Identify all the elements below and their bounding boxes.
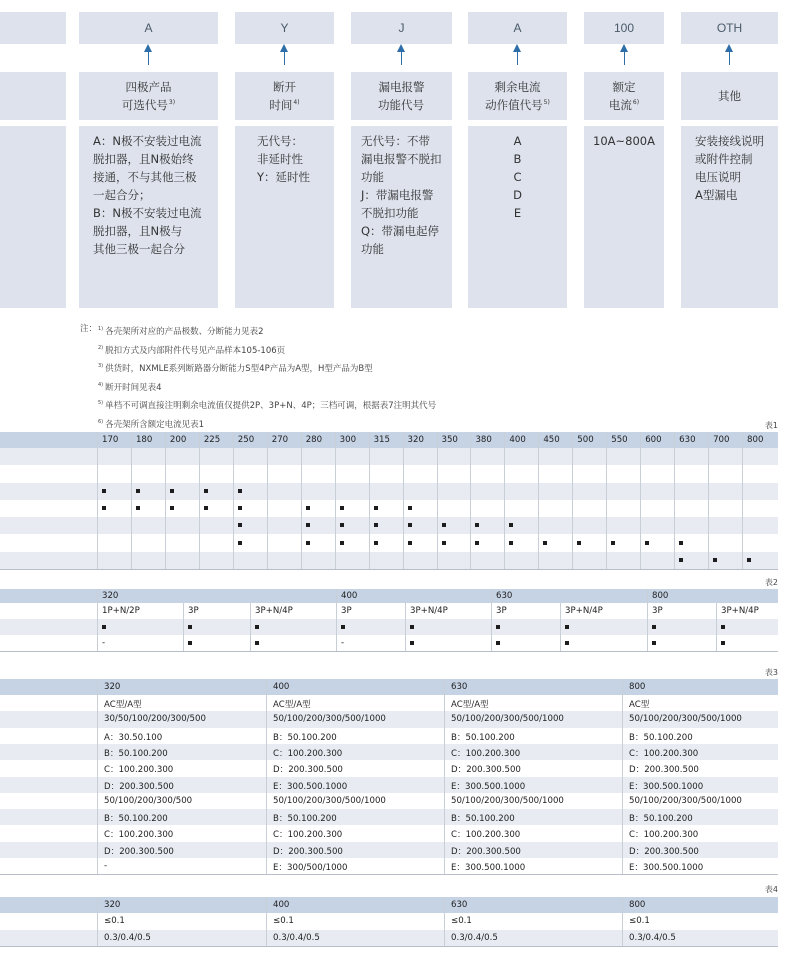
table4-cell: ≤0.1 xyxy=(629,916,650,926)
code-box-alarm xyxy=(351,12,452,44)
desc-line: Q：带漏电起停 xyxy=(361,224,440,238)
filled-square-mark xyxy=(543,541,547,545)
table2-band xyxy=(0,619,778,635)
table1-column-rule xyxy=(369,432,370,569)
name-line-1: 其他 xyxy=(718,89,741,103)
desc-line: 无代号： xyxy=(257,134,303,148)
filled-square-mark xyxy=(238,489,242,493)
name-box-break-time xyxy=(235,72,334,120)
name-line-2 xyxy=(485,95,550,113)
table2-subheader: 3P+N/4P xyxy=(721,606,759,616)
table3-cell: C：100.200.300 xyxy=(451,830,521,841)
table4-cell: 0.3/0.4/0.5 xyxy=(451,932,498,943)
table2-column-rule xyxy=(560,603,561,651)
table2-group-rule xyxy=(491,589,492,651)
table2-group-header: 800 xyxy=(652,591,669,601)
name-line-1: 断开 xyxy=(273,80,296,94)
filled-square-mark xyxy=(306,506,310,510)
table2-column-rule xyxy=(716,603,717,651)
note-text: 供货时，NXMLE系列断路器分断能力S型4P产品为A型，H型产品为B型 xyxy=(105,364,373,374)
table2-group-header: 630 xyxy=(496,591,513,601)
name-line-2-text: 动作值代号 xyxy=(485,98,543,112)
code-text: A xyxy=(144,21,153,35)
table3-cell: 50/100/200/300/500/1000 xyxy=(451,795,564,806)
table2-group-rule xyxy=(647,589,648,651)
note-line xyxy=(80,359,436,378)
table1-column-rule xyxy=(504,432,505,569)
table1-column-rule xyxy=(640,432,641,569)
note-lead: 注： xyxy=(80,324,98,334)
table4-header-cell: 630 xyxy=(451,900,468,910)
table3-header-cell: 800 xyxy=(629,682,646,692)
table2-bottom-rule xyxy=(0,651,778,652)
table2-subheader: 3P xyxy=(496,606,507,616)
table1-header-cell: 400 xyxy=(509,435,526,445)
table3-cell: D：200.300.500 xyxy=(629,846,699,857)
table1-column-rule xyxy=(742,432,743,569)
footnote-ref: 6) xyxy=(632,99,640,106)
desc-line: 脱扣器，且N极与 xyxy=(93,224,183,238)
note-number: 3) xyxy=(98,363,104,369)
desc-line: 安装接线说明 xyxy=(695,134,764,148)
footnote-ref: 4) xyxy=(293,99,300,106)
footnote-ref: 3) xyxy=(168,99,176,106)
table3-cell: E：300/500/1000 xyxy=(273,863,348,873)
table3-cell: 50/100/200/300/500 xyxy=(104,795,193,806)
filled-square-mark xyxy=(713,558,717,562)
table3-column-rule xyxy=(622,679,623,874)
table1-column-rule xyxy=(165,432,166,569)
table1-column-rule xyxy=(301,432,302,569)
table4-cell: ≤0.1 xyxy=(104,916,125,926)
desc-line: J：带漏电报警 xyxy=(361,188,434,202)
filled-square-mark xyxy=(679,558,683,562)
table3-cell: C：100.200.300 xyxy=(104,765,174,776)
table3-label: 表3 xyxy=(764,668,778,677)
filled-square-mark xyxy=(721,641,725,645)
note-text: 断开时间见表4 xyxy=(105,382,162,393)
filled-square-mark xyxy=(204,489,208,493)
table3-cell: E：300.500.1000 xyxy=(451,863,526,873)
table1-column-rule xyxy=(199,432,200,569)
name-line-1: 剩余电流 xyxy=(494,80,541,94)
filled-square-mark xyxy=(102,506,106,510)
filled-square-mark xyxy=(341,625,345,629)
table3-cell: C：100.200.300 xyxy=(451,748,521,759)
table3-cell: B：50.100.200 xyxy=(629,814,693,825)
table4-label: 表4 xyxy=(764,885,778,894)
code-text: 100 xyxy=(613,21,635,35)
filled-square-mark xyxy=(442,541,446,545)
filled-square-mark xyxy=(577,541,581,545)
desc-box-alarm xyxy=(351,126,452,308)
desc-line: E xyxy=(513,206,522,220)
table3-cell: B：50.100.200 xyxy=(273,814,337,825)
table1-header-cell: 225 xyxy=(203,435,221,445)
table3-cell: AC型/A型 xyxy=(273,700,311,710)
table3-cell: D：200.300.500 xyxy=(273,846,343,857)
desc-line: 脱扣器，且N极始终 xyxy=(93,152,194,166)
filled-square-mark xyxy=(188,625,192,629)
name-box-other xyxy=(681,72,778,120)
table3-cell: D：200.300.500 xyxy=(273,765,343,776)
table3-cell: B：50.100.200 xyxy=(104,748,168,759)
name-line-2-text: 电流 xyxy=(608,98,632,112)
table2-column-rule xyxy=(183,603,184,651)
table3-cell: D：200.300.500 xyxy=(629,765,699,776)
desc-line: 接通，不与其他三极 xyxy=(93,170,197,184)
table1-header-cell: 270 xyxy=(271,435,289,445)
table2-subheader: 1P+N/2P xyxy=(102,606,140,616)
table1-header-cell: 550 xyxy=(611,435,628,445)
filled-square-mark xyxy=(340,506,344,510)
filled-square-mark xyxy=(374,523,378,527)
table3-cell: 50/100/200/300/500/1000 xyxy=(629,795,742,806)
desc-box-rated xyxy=(584,126,664,308)
table3-cell: A：30.50.100 xyxy=(104,732,163,743)
name-box-alarm xyxy=(351,72,452,120)
name-box-residual xyxy=(468,72,567,120)
table3-header-cell: 400 xyxy=(273,682,290,692)
note-text: 单档不可调直接注明剩余电流值仅提供2P、3P+N、4P；三档可调，根据表7注明其代号 xyxy=(105,401,437,411)
desc-line: 或附件控制 xyxy=(695,152,753,166)
filled-square-mark xyxy=(170,506,174,510)
desc-line: A型漏电 xyxy=(695,188,738,202)
name-line-1: 四极产品 xyxy=(125,80,172,94)
code-text: J xyxy=(398,21,405,35)
filled-square-mark xyxy=(255,625,259,629)
name-line-2-text: 时间 xyxy=(269,98,293,112)
desc-box-residual xyxy=(468,126,567,308)
filled-square-mark xyxy=(238,523,242,527)
filled-square-mark xyxy=(496,641,500,645)
table3-cell: D：200.300.500 xyxy=(104,846,174,857)
table3-cell: C：100.200.300 xyxy=(104,830,174,841)
table1-column-rule xyxy=(233,432,234,569)
table2-column-rule xyxy=(250,603,251,651)
note-number: 4) xyxy=(98,381,104,388)
table3-cell: C：100.200.300 xyxy=(273,830,343,841)
table1-column-rule xyxy=(335,432,336,569)
filled-square-mark xyxy=(496,625,500,629)
table1-header-cell: 300 xyxy=(339,435,357,445)
filled-square-mark xyxy=(565,625,569,629)
desc-line: 非延时性 xyxy=(257,152,303,166)
table4-column-rule xyxy=(97,897,98,946)
desc-line: 功能 xyxy=(361,242,384,256)
table4-header-cell: 320 xyxy=(104,900,121,910)
table4-bottom-rule xyxy=(0,946,778,947)
table3-cell: B：50.100.200 xyxy=(451,732,515,743)
table3-cell: - xyxy=(104,861,108,871)
desc-line: 功能 xyxy=(361,170,384,184)
table3-cell: D：200.300.500 xyxy=(104,781,174,792)
filled-square-mark xyxy=(652,641,656,645)
table2-cell: - xyxy=(102,638,106,648)
desc-line: D xyxy=(513,188,522,202)
up-arrow-icon xyxy=(401,48,402,65)
left-band-name xyxy=(0,72,66,120)
note-line xyxy=(80,378,436,397)
desc-box-other xyxy=(681,126,778,308)
table1-header-cell: 315 xyxy=(373,435,390,445)
filled-square-mark xyxy=(306,541,310,545)
filled-square-mark xyxy=(204,506,208,510)
note-text: 各壳架所对应的产品极数、分断能力见表2 xyxy=(105,327,264,337)
table4-cell: 0.3/0.4/0.5 xyxy=(273,932,320,943)
filled-square-mark xyxy=(747,558,751,562)
filled-square-mark xyxy=(509,541,513,545)
filled-square-mark xyxy=(374,506,378,510)
table1-label: 表1 xyxy=(764,421,778,430)
footnote-ref: 5) xyxy=(543,99,550,106)
table1-header-cell: 320 xyxy=(407,435,424,445)
table4-column-rule xyxy=(444,897,445,946)
table1-column-rule xyxy=(437,432,438,569)
filled-square-mark xyxy=(238,506,242,510)
code-text: OTH xyxy=(716,21,743,35)
filled-square-mark xyxy=(475,523,479,527)
code-box-poles xyxy=(79,12,218,44)
filled-square-mark xyxy=(509,523,513,527)
table2-subheader: 3P+N/4P xyxy=(255,606,293,616)
table1-header-cell: 600 xyxy=(645,435,662,445)
desc-line: Y：延时性 xyxy=(257,170,311,184)
table3-cell: E：300.500.1000 xyxy=(451,781,526,792)
table3-cell: C：100.200.300 xyxy=(629,830,699,841)
name-line-2 xyxy=(269,95,299,113)
note-text: 脱扣方式及内部附件代号见产品样本105-106页 xyxy=(105,345,286,356)
up-arrow-icon xyxy=(624,48,625,65)
code-box-break-time xyxy=(235,12,334,44)
filled-square-mark xyxy=(565,641,569,645)
table3-cell: AC型 xyxy=(629,700,650,710)
desc-line: 电压说明 xyxy=(695,170,741,184)
table3-cell: E：300.500.1000 xyxy=(273,781,348,792)
note-line xyxy=(80,341,436,360)
table3-column-rule xyxy=(266,679,267,874)
table2-group-header: 320 xyxy=(102,591,119,601)
note-line xyxy=(80,322,436,341)
table2-cell: - xyxy=(341,638,345,648)
table4-cell: ≤0.1 xyxy=(273,916,294,926)
table4-cell: 0.3/0.4/0.5 xyxy=(104,932,151,943)
table3-cell: B：50.100.200 xyxy=(629,732,693,743)
note-line xyxy=(80,396,436,415)
note-line xyxy=(80,415,436,434)
filled-square-mark xyxy=(410,625,414,629)
filled-square-mark xyxy=(408,523,412,527)
name-line-1: 额定 xyxy=(612,80,636,94)
filled-square-mark xyxy=(679,541,683,545)
table3-cell: 30/50/100/200/300/500 xyxy=(104,714,206,725)
name-line-2 xyxy=(378,95,425,113)
table3-cell: E：300.500.1000 xyxy=(629,781,704,792)
filled-square-mark xyxy=(408,506,412,510)
name-line-2 xyxy=(609,95,639,113)
filled-square-mark xyxy=(340,541,344,545)
table3-header-cell: 630 xyxy=(451,682,468,692)
table2-label: 表2 xyxy=(764,578,778,587)
table2-subheader: 3P+N/4P xyxy=(410,606,448,616)
name-line-2 xyxy=(122,95,175,113)
table2-subheader: 3P+N/4P xyxy=(565,606,603,616)
code-text: Y xyxy=(280,21,289,35)
up-arrow-icon xyxy=(729,48,730,65)
table2-group-header: 400 xyxy=(341,591,358,601)
up-arrow-icon xyxy=(284,48,285,65)
name-box-poles xyxy=(79,72,218,120)
table3-cell: AC型/A型 xyxy=(104,700,142,710)
filled-square-mark xyxy=(188,641,192,645)
table3-cell: E：300.500.1000 xyxy=(629,863,704,873)
desc-line: 无代号：不带 xyxy=(361,134,430,148)
filled-square-mark xyxy=(408,541,412,545)
table1-header-cell: 500 xyxy=(577,435,594,445)
name-box-rated xyxy=(584,72,664,120)
table1-header-cell: 630 xyxy=(679,435,696,445)
table3-cell: 50/100/200/300/500/1000 xyxy=(273,795,386,806)
note-number: 1) xyxy=(98,326,104,332)
desc-box-poles xyxy=(79,126,218,308)
table1-header-cell: 200 xyxy=(169,435,187,445)
table4-cell: ≤0.1 xyxy=(451,916,472,926)
code-box-residual xyxy=(468,12,567,44)
table1-header-cell: 170 xyxy=(102,435,119,445)
table3-cell: B：50.100.200 xyxy=(273,732,337,743)
desc-line: 其他三极一起合分 xyxy=(93,242,185,256)
table1-column-rule xyxy=(572,432,573,569)
table3-cell: AC型/A型 xyxy=(451,700,489,710)
desc-box-break-time xyxy=(235,126,334,308)
up-arrow-icon xyxy=(517,48,518,65)
filled-square-mark xyxy=(611,541,615,545)
filled-square-mark xyxy=(102,489,106,493)
table1-header-cell: 350 xyxy=(441,435,458,445)
desc-line: C xyxy=(513,170,522,184)
filled-square-mark xyxy=(442,523,446,527)
desc-line: 不脱扣功能 xyxy=(361,206,419,220)
filled-square-mark xyxy=(255,641,259,645)
table4-column-rule xyxy=(266,897,267,946)
table3-cell: B：50.100.200 xyxy=(104,814,168,825)
table3-cell: 50/100/200/300/500/1000 xyxy=(273,714,386,725)
desc-line: B xyxy=(513,152,522,166)
table4-cell: 0.3/0.4/0.5 xyxy=(629,932,676,943)
filled-square-mark xyxy=(410,641,414,645)
table1-header-cell: 180 xyxy=(135,435,153,445)
note-text: 各壳架所含额定电流见表1 xyxy=(105,419,205,430)
table1-band xyxy=(0,552,778,569)
table3-cell: 50/100/200/300/500/1000 xyxy=(451,714,564,725)
table1-bottom-rule xyxy=(0,569,778,570)
table3-header-cell: 320 xyxy=(104,682,121,692)
filled-square-mark xyxy=(170,489,174,493)
table4-header-cell: 400 xyxy=(273,900,290,910)
table1-band xyxy=(0,448,778,465)
table1-column-rule xyxy=(708,432,709,569)
desc-line: 漏电报警不脱扣 xyxy=(361,152,442,166)
table1-band xyxy=(0,517,778,534)
desc-line: A xyxy=(513,134,522,148)
filled-square-mark xyxy=(238,541,242,545)
desc-line: A：N极不安装过电流 xyxy=(93,134,202,148)
note-number: 2) xyxy=(98,344,104,351)
table1-header-cell: 280 xyxy=(305,435,323,445)
table3-cell: B：50.100.200 xyxy=(451,814,515,825)
table3-cell: D：200.300.500 xyxy=(451,765,521,776)
filled-square-mark xyxy=(721,625,725,629)
table2-group-rule xyxy=(336,589,337,651)
filled-square-mark xyxy=(652,625,656,629)
table1-column-rule xyxy=(538,432,539,569)
table1-header-cell: 250 xyxy=(237,435,255,445)
table3-cell: C：100.200.300 xyxy=(273,748,343,759)
table1-column-rule xyxy=(267,432,268,569)
filled-square-mark xyxy=(645,541,649,545)
table1-header-cell: 800 xyxy=(747,435,764,445)
filled-square-mark xyxy=(136,506,140,510)
filled-square-mark xyxy=(136,489,140,493)
table1-column-rule xyxy=(97,432,98,569)
table3-cell: C：100.200.300 xyxy=(629,748,699,759)
desc-line: 10A~800A xyxy=(593,134,655,148)
code-text: A xyxy=(513,21,522,35)
desc-line: B：N极不安装过电流 xyxy=(93,206,202,220)
table3-bottom-rule xyxy=(0,874,778,875)
name-line-2-text: 功能代号 xyxy=(378,98,424,112)
code-box-rated xyxy=(584,12,664,44)
left-band-code xyxy=(0,12,66,44)
filled-square-mark xyxy=(374,541,378,545)
table1-column-rule xyxy=(606,432,607,569)
table2-subheader: 3P xyxy=(341,606,352,616)
table1-header-cell: 700 xyxy=(713,435,730,445)
filled-square-mark xyxy=(102,625,106,629)
name-line-2-text: 可选代号 xyxy=(121,98,168,112)
table2-subheader: 3P xyxy=(652,606,663,616)
table1-column-rule xyxy=(470,432,471,569)
up-arrow-icon xyxy=(148,48,149,65)
filled-square-mark xyxy=(340,523,344,527)
code-box-other xyxy=(681,12,778,44)
desc-line: 一起合分； xyxy=(93,188,151,202)
filled-square-mark xyxy=(306,523,310,527)
note-number: 6) xyxy=(98,418,104,425)
note-number: 5) xyxy=(98,400,104,406)
table3-column-rule xyxy=(444,679,445,874)
table3-cell: D：200.300.500 xyxy=(451,846,521,857)
table1-header-cell: 450 xyxy=(543,435,560,445)
filled-square-mark xyxy=(475,541,479,545)
table2-column-rule xyxy=(405,603,406,651)
table2-group-rule xyxy=(97,589,98,651)
table1-header-cell: 380 xyxy=(475,435,492,445)
table3-cell: 50/100/200/300/500/1000 xyxy=(629,714,742,725)
table1-band xyxy=(0,483,778,500)
table1-column-rule xyxy=(131,432,132,569)
table1-column-rule xyxy=(403,432,404,569)
notes-block xyxy=(80,322,436,433)
table3-column-rule xyxy=(97,679,98,874)
table2-subheader: 3P xyxy=(188,606,199,616)
table4-header-cell: 800 xyxy=(629,900,646,910)
left-band-desc xyxy=(0,126,66,308)
table1-column-rule xyxy=(674,432,675,569)
table4-column-rule xyxy=(622,897,623,946)
name-line-1: 漏电报警 xyxy=(378,80,425,94)
